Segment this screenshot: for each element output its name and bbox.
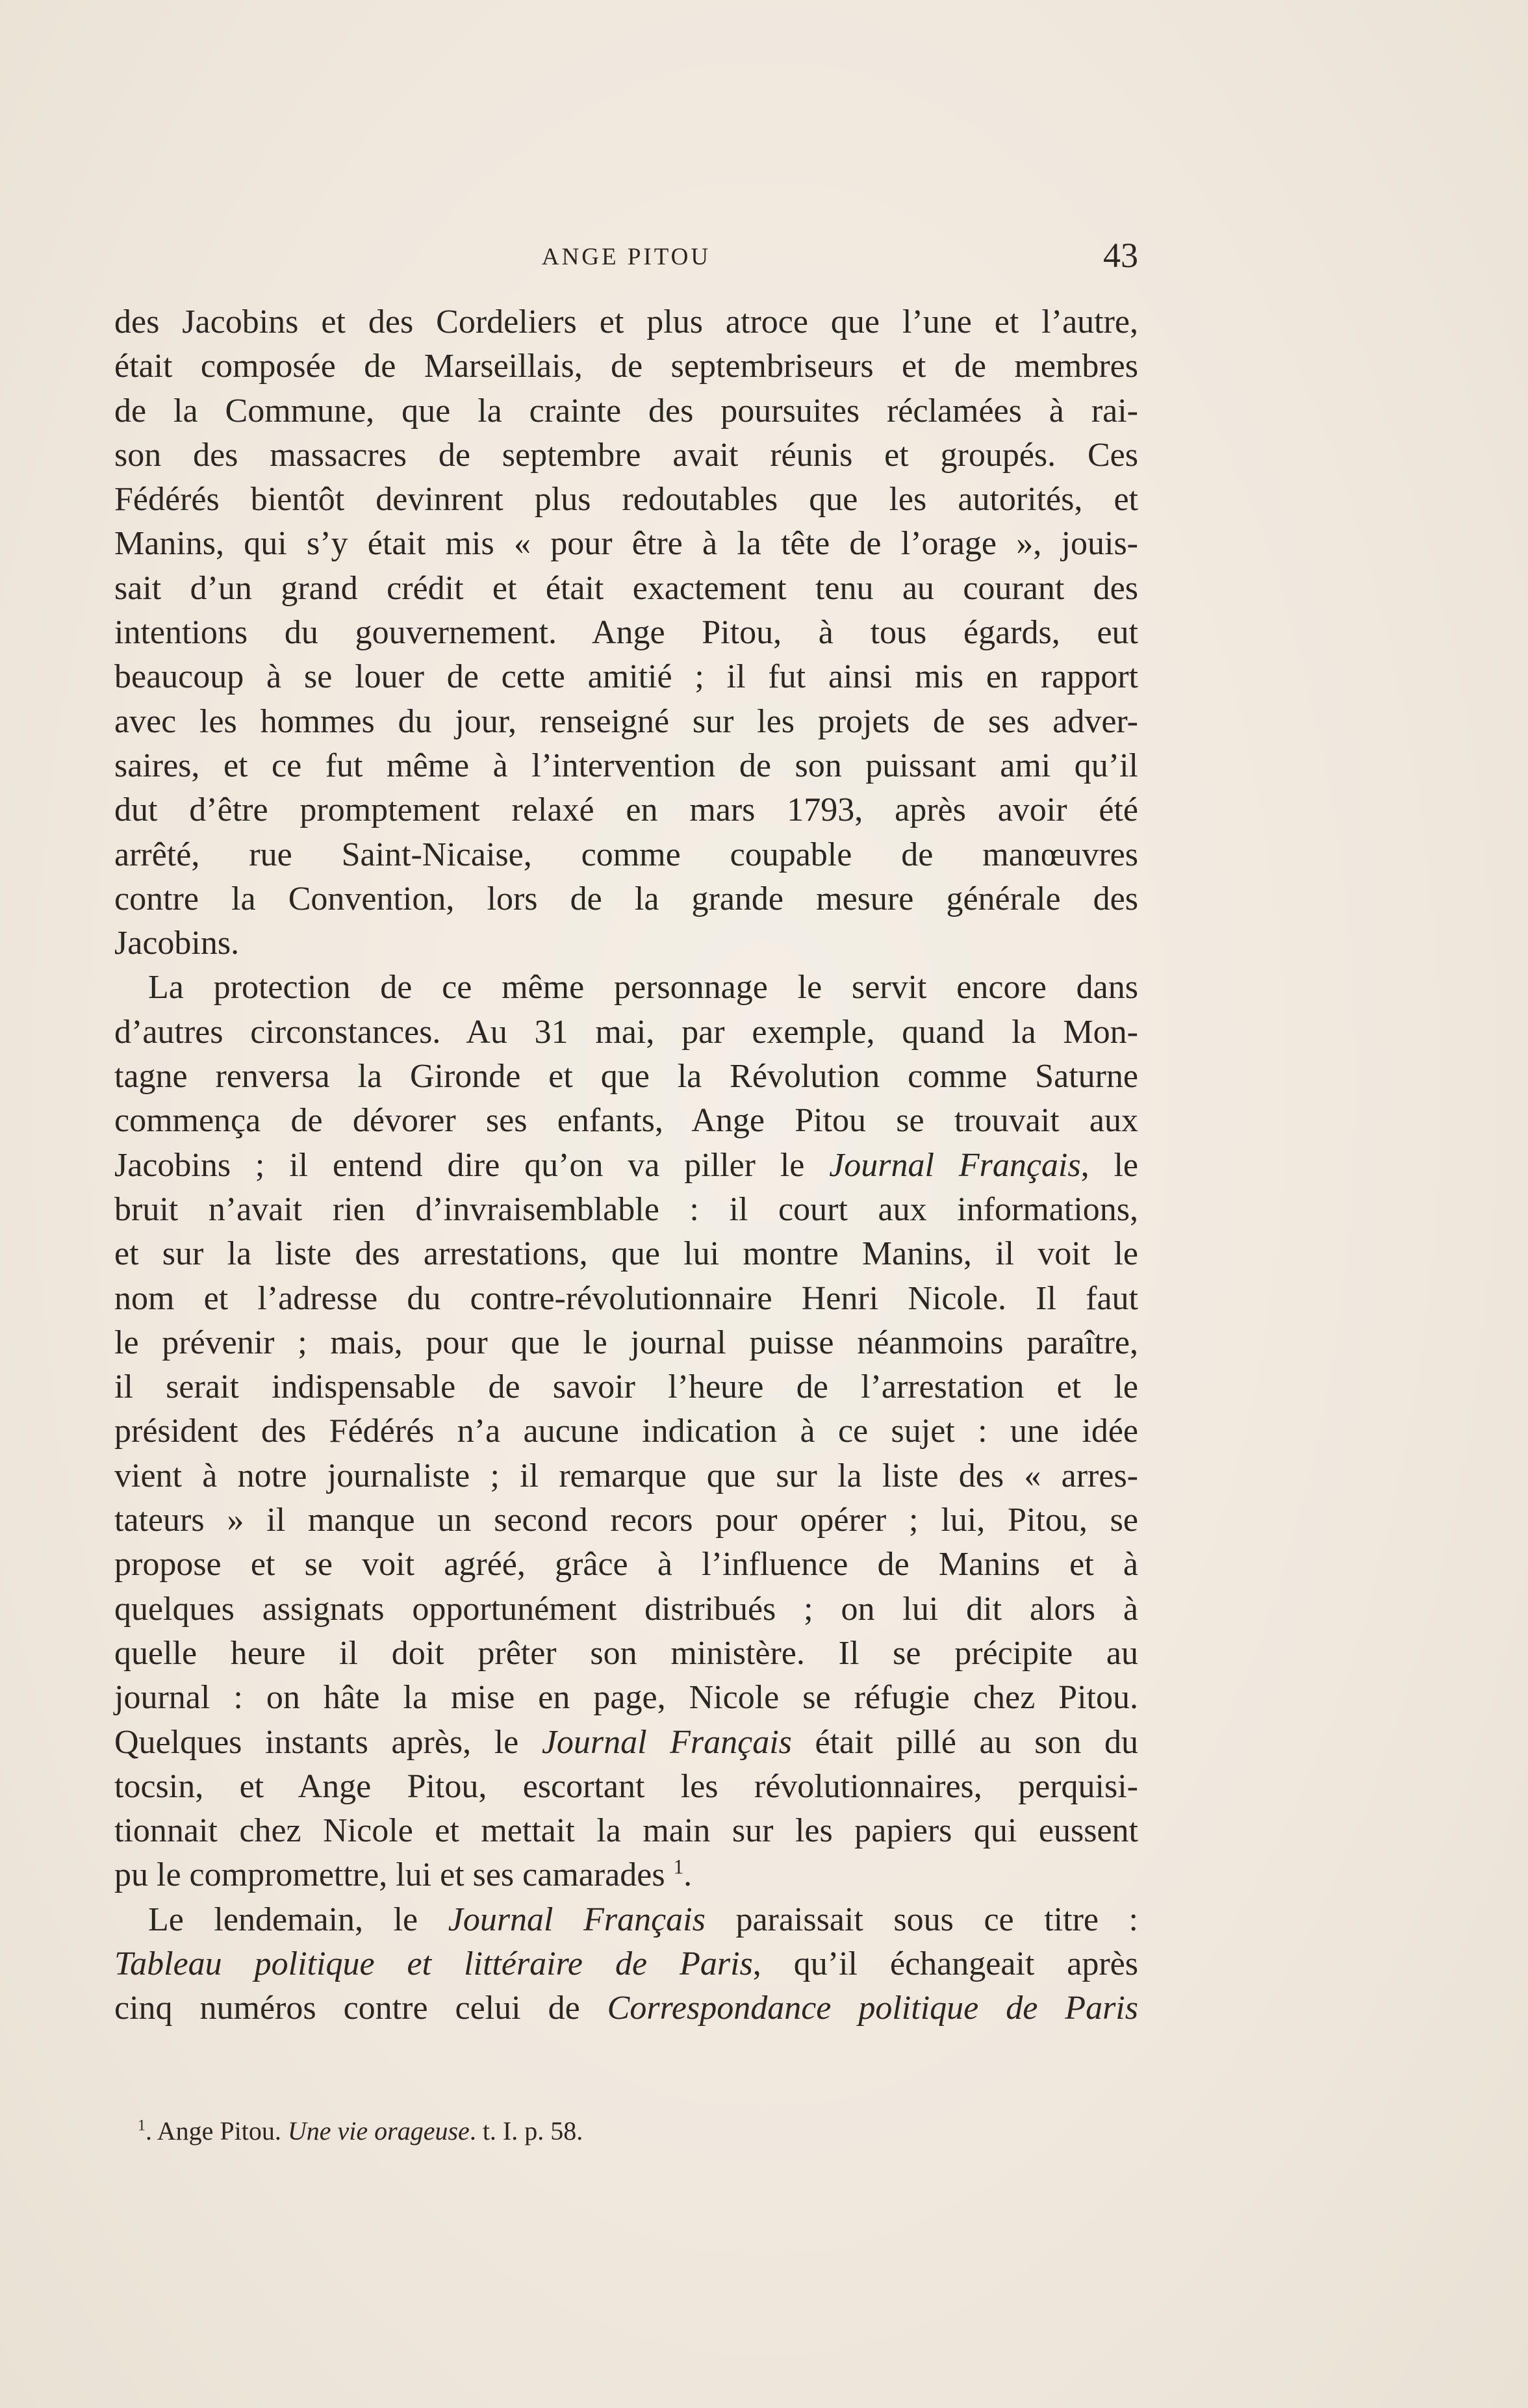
text-line: saires, et ce fut même à l’intervention de son puissant ami qu’il [114, 747, 1138, 784]
text-line: Jacobins. [114, 925, 240, 962]
text-line: commença de dévorer ses enfants, Ange Pitou se trouvait aux [114, 1102, 1138, 1140]
text-line-start: Le lendemain, le [148, 1901, 448, 1938]
text-line: propose et se voit agréé, grâce à l’influence de Manins et à [114, 1546, 1138, 1583]
running-head: ANGE PITOU [541, 244, 711, 270]
text-line [114, 1144, 1138, 1188]
text-line: président des Fédérés n’a aucune indication à ce sujet : une idée [114, 1413, 1138, 1450]
footnote-reference[interactable]: 1 [673, 1856, 684, 1879]
text-line: beaucoup à se louer de cette amitié ; il fut ainsi mis en rapport [114, 658, 1138, 696]
text-line: quelle heure il doit prêter son ministère. Il se précipite au [114, 1634, 1138, 1672]
text-line [114, 1898, 1138, 1942]
footnote [138, 2112, 917, 2151]
footnote-text-start: . Ange Pitou. [146, 2116, 288, 2145]
text-line-end: . [683, 1856, 693, 1894]
text-line: tagne renversa la Gironde et que la Révolution comme Saturne [114, 1058, 1138, 1095]
text-line-start: pu le compromettre, lui et ses camarades [114, 1856, 674, 1894]
text-line [114, 1721, 1138, 1765]
text-line-content: La protection de ce même personnage le servit encore dans [148, 969, 1138, 1006]
text-line: tateurs » il manque un second recors pour opérer ; lui, Pitou, se [114, 1502, 1138, 1539]
text-line: Fédérés bientôt devinrent plus redoutables que les autorités, et [114, 481, 1138, 519]
text-line-end: était pillé au son du [791, 1723, 1139, 1761]
footnote-text-end: . t. I. p. 58. [469, 2116, 583, 2145]
text-line: tionnait chez Nicole et mettait la main sur les papiers qui eussent [114, 1812, 1138, 1850]
text-line: il serait indispensable de savoir l’heure de l’arrestation et le [114, 1368, 1138, 1406]
text-line: son des massacres de septembre avait réunis et groupés. Ces [114, 436, 1138, 474]
text-line [114, 1942, 1138, 1986]
text-line: contre la Convention, lors de la grande mesure générale des [114, 880, 1138, 917]
text-line: tocsin, et Ange Pitou, escortant les révolutionnaires, perquisi- [114, 1767, 1138, 1805]
page-number: 43 [1103, 236, 1138, 275]
text-line-end: , le [1080, 1146, 1138, 1184]
text-line: intentions du gouvernement. Ange Pitou, à tous égards, eut [114, 614, 1138, 652]
text-line: quelques assignats opportunément distribués ; on lui dit alors à [114, 1590, 1138, 1628]
footnote-title: Une vie orageuse [287, 2116, 470, 2145]
body-text [114, 300, 1138, 2031]
text-line: avec les hommes du jour, renseigné sur les projets de ses adver- [114, 702, 1138, 740]
text-line: sait d’un grand crédit et était exactement tenu au courant des [114, 569, 1138, 607]
text-line-start: Jacobins ; il entend dire qu’on va piller le [114, 1146, 830, 1184]
text-line [114, 966, 1138, 1010]
tableau-title: Tableau politique et littéraire de Paris [114, 1945, 753, 1982]
text-line [114, 1986, 1138, 2030]
text-line-end: , qu’il échangeait après [752, 1945, 1138, 1982]
text-line: bruit n’avait rien d’invraisemblable : il court aux informations, [114, 1190, 1138, 1228]
text-line-start: Quelques instants après, le [114, 1723, 542, 1761]
footnote-number: 1 [138, 2117, 146, 2134]
page-header [114, 235, 1138, 281]
text-line: Manins, qui s’y était mis « pour être à la tête de l’orage », jouis- [114, 525, 1138, 563]
text-line: arrêté, rue Saint-Nicaise, comme coupable de manœuvres [114, 836, 1138, 873]
journal-title: Journal Français [448, 1901, 706, 1938]
text-line [114, 1853, 1138, 1897]
text-line: nom et l’adresse du contre-révolutionnaire Henri Nicole. Il faut [114, 1279, 1138, 1317]
correspondance-title: Correspondance politique de Paris [607, 1990, 1138, 2027]
text-line: le prévenir ; mais, pour que le journal puisse néanmoins paraître, [114, 1324, 1138, 1361]
journal-title: Journal Français [541, 1723, 792, 1761]
text-line: d’autres circonstances. Au 31 mai, par exemple, quand la Mon- [114, 1013, 1138, 1051]
journal-title: Journal Français [829, 1146, 1081, 1184]
text-line-end: paraissait sous ce titre : [705, 1901, 1139, 1938]
text-line-start: cinq numéros contre celui de [114, 1990, 607, 2027]
text-line: journal : on hâte la mise en page, Nicole se réfugie chez Pitou. [114, 1679, 1138, 1717]
text-line: et sur la liste des arrestations, que lui montre Manins, il voit le [114, 1235, 1138, 1273]
text-line: des Jacobins et des Cordeliers et plus atroce que l’une et l’autre, [114, 303, 1138, 340]
text-line: de la Commune, que la crainte des poursuites réclamées à rai- [114, 392, 1138, 429]
text-line: dut d’être promptement relaxé en mars 1793, après avoir été [114, 791, 1138, 829]
text-line: vient à notre journaliste ; il remarque que sur la liste des « arres- [114, 1457, 1138, 1494]
text-line: était composée de Marseillais, de septembriseurs et de membres [114, 348, 1138, 385]
